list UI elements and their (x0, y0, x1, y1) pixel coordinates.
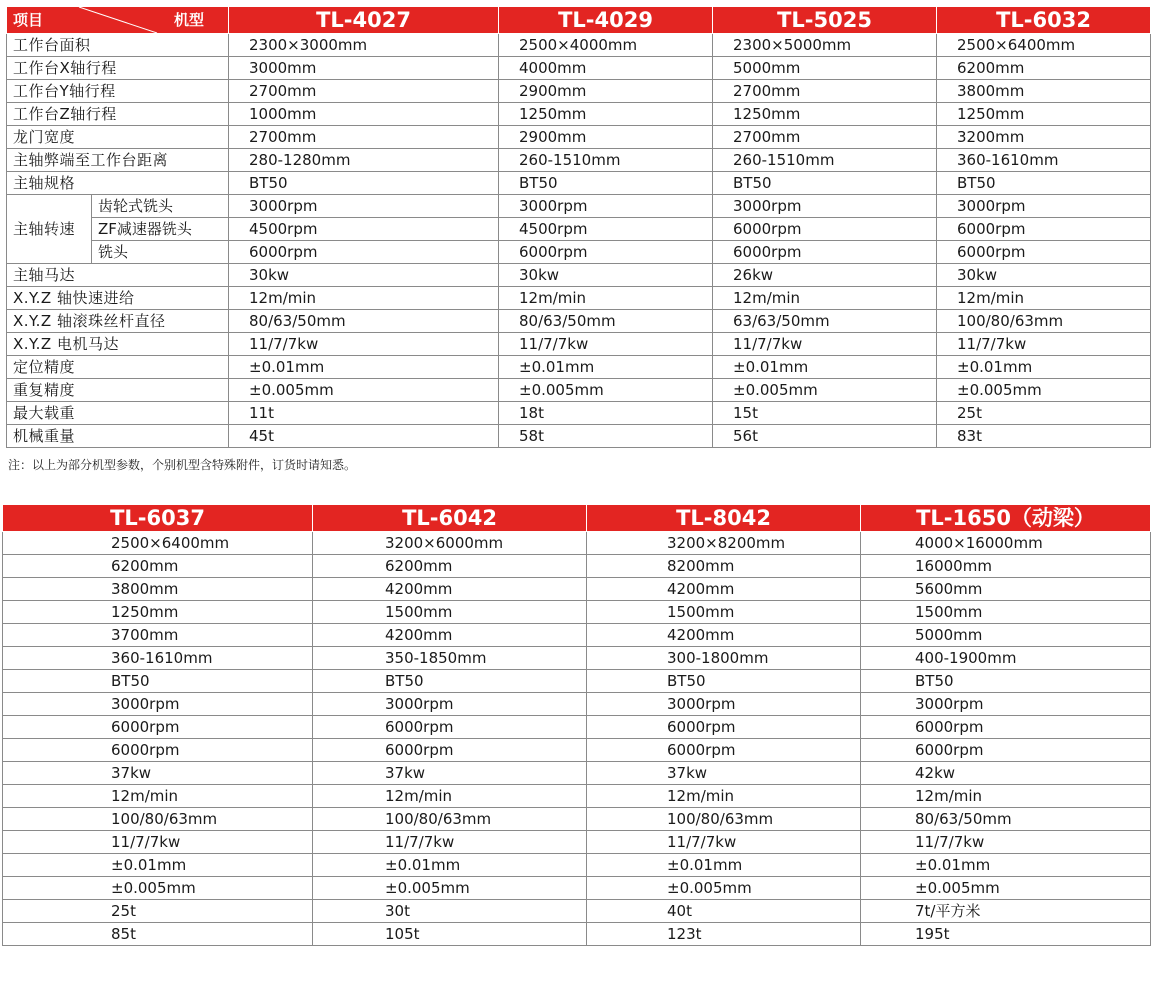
spec-value: 4000×16000mm (861, 532, 1151, 555)
spec-value: 37kw (3, 762, 313, 785)
spec-value: 3000rpm (229, 195, 499, 218)
row-label: 主轴规格 (7, 172, 229, 195)
spec-value: 400-1900mm (861, 647, 1151, 670)
spec-row (3, 601, 1151, 624)
spec-value: 2700mm (713, 80, 937, 103)
model-header: TL-4027 (229, 7, 499, 34)
spec-value: 3000mm (229, 57, 499, 80)
spec-value: 30kw (937, 264, 1151, 287)
row-label: X.Y.Z 电机马达 (7, 333, 229, 356)
spec-value: 1250mm (499, 103, 713, 126)
spec-value: BT50 (587, 670, 861, 693)
spec-value: 105t (313, 923, 587, 946)
spec-value: ±0.005mm (499, 379, 713, 402)
row-label: 重复精度 (7, 379, 229, 402)
spec-row (7, 103, 1151, 126)
spec-table-top (6, 6, 1151, 448)
spec-value: 6000rpm (313, 716, 587, 739)
spec-value: 3000rpm (937, 195, 1151, 218)
spec-row (7, 57, 1151, 80)
spec-value: 42kw (861, 762, 1151, 785)
spec-row (7, 195, 1151, 218)
spec-value: ±0.01mm (3, 854, 313, 877)
spec-value: 100/80/63mm (313, 808, 587, 831)
spec-value: BT50 (937, 172, 1151, 195)
spec-value: 12m/min (313, 785, 587, 808)
spec-value: 4200mm (587, 578, 861, 601)
spec-value: 12m/min (499, 287, 713, 310)
spec-row (7, 287, 1151, 310)
spec-value: 11/7/7kw (861, 831, 1151, 854)
spec-value: 280-1280mm (229, 149, 499, 172)
spec-row (7, 218, 1151, 241)
spec-value: 25t (3, 900, 313, 923)
spec-value: 12m/min (937, 287, 1151, 310)
spec-value: 2700mm (229, 80, 499, 103)
spec-row (3, 716, 1151, 739)
row-label: 工作台X轴行程 (7, 57, 229, 80)
spec-value: ±0.01mm (937, 356, 1151, 379)
spec-row (7, 172, 1151, 195)
corner-model-label: 机型 (173, 11, 204, 29)
spec-value: ±0.01mm (499, 356, 713, 379)
spec-value: 2500×6400mm (937, 34, 1151, 57)
spec-value: 7t/平方米 (861, 900, 1151, 923)
spec-row (3, 647, 1151, 670)
spec-value: 1250mm (3, 601, 313, 624)
spec-value: 6000rpm (861, 716, 1151, 739)
row-label: 工作台面积 (7, 34, 229, 57)
spec-value: 11/7/7kw (499, 333, 713, 356)
spec-value: 6000rpm (587, 739, 861, 762)
spec-value: ±0.01mm (313, 854, 587, 877)
spec-value: 5000mm (861, 624, 1151, 647)
spec-value: 30t (313, 900, 587, 923)
spec-value: 350-1850mm (313, 647, 587, 670)
spec-row (3, 785, 1151, 808)
spec-value: 1500mm (861, 601, 1151, 624)
spec-value: 12m/min (861, 785, 1151, 808)
spec-value: ±0.005mm (229, 379, 499, 402)
spec-value: 6200mm (937, 57, 1151, 80)
spec-row (3, 762, 1151, 785)
spec-value: 6000rpm (3, 716, 313, 739)
spec-value: 3700mm (3, 624, 313, 647)
row-sublabel: 齿轮式铣头 (92, 195, 229, 218)
spec-value: ±0.01mm (229, 356, 499, 379)
corner-item-label: 项目 (13, 11, 44, 29)
spec-row (7, 149, 1151, 172)
row-sublabel: 铣头 (92, 241, 229, 264)
spec-value: 3800mm (3, 578, 313, 601)
spec-value: 1000mm (229, 103, 499, 126)
spec-row (3, 578, 1151, 601)
spec-value: BT50 (313, 670, 587, 693)
spec-value: 45t (229, 425, 499, 448)
row-label: 龙门宽度 (7, 126, 229, 149)
footnote: 注：以上为部分机型参数，个别机型含特殊附件，订货时请知悉。 (8, 458, 357, 472)
model-header: TL-1650（动梁） (861, 505, 1151, 532)
row-label: 主轴马达 (7, 264, 229, 287)
spec-value: 3800mm (937, 80, 1151, 103)
spec-value: 3000rpm (861, 693, 1151, 716)
spec-value: 12m/min (229, 287, 499, 310)
spec-value: 2300×5000mm (713, 34, 937, 57)
spec-value: 2500×6400mm (3, 532, 313, 555)
spec-value: 2300×3000mm (229, 34, 499, 57)
spec-value: 260-1510mm (713, 149, 937, 172)
spec-row (7, 80, 1151, 103)
row-label: X.Y.Z 轴滚珠丝杆直径 (7, 310, 229, 333)
spec-value: ±0.005mm (861, 877, 1151, 900)
spec-value: 4200mm (313, 578, 587, 601)
spec-value: ±0.005mm (587, 877, 861, 900)
model-header: TL-4029 (499, 7, 713, 34)
spec-value: 100/80/63mm (587, 808, 861, 831)
spec-value: 100/80/63mm (3, 808, 313, 831)
spec-value: 6000rpm (313, 739, 587, 762)
spec-value: 3000rpm (3, 693, 313, 716)
row-sublabel: ZF减速器铣头 (92, 218, 229, 241)
model-header: TL-6042 (313, 505, 587, 532)
spec-value: 6000rpm (937, 218, 1151, 241)
spec-value: 37kw (587, 762, 861, 785)
spec-row (7, 264, 1151, 287)
spec-value: 80/63/50mm (861, 808, 1151, 831)
spec-value: 5000mm (713, 57, 937, 80)
spec-value: 6200mm (313, 555, 587, 578)
spec-table-bottom (2, 504, 1151, 946)
spec-value: 83t (937, 425, 1151, 448)
spec-value: 15t (713, 402, 937, 425)
spec-value: 11/7/7kw (937, 333, 1151, 356)
spec-row (7, 333, 1151, 356)
spec-value: 2900mm (499, 126, 713, 149)
header-row (3, 505, 1151, 532)
model-header: TL-6037 (3, 505, 313, 532)
spec-value: BT50 (499, 172, 713, 195)
row-label: 主轴转速 (7, 195, 92, 264)
spec-row (7, 379, 1151, 402)
spec-row (3, 693, 1151, 716)
model-header: TL-5025 (713, 7, 937, 34)
spec-value: 6000rpm (499, 241, 713, 264)
model-header: TL-8042 (587, 505, 861, 532)
spec-value: 1250mm (713, 103, 937, 126)
row-label: 机械重量 (7, 425, 229, 448)
spec-row (3, 624, 1151, 647)
corner-header (7, 7, 229, 34)
spec-value: BT50 (861, 670, 1151, 693)
spec-value: 3000rpm (313, 693, 587, 716)
spec-value: 16000mm (861, 555, 1151, 578)
spec-value: 40t (587, 900, 861, 923)
header-row (7, 7, 1151, 34)
spec-value: BT50 (3, 670, 313, 693)
spec-value: 11/7/7kw (3, 831, 313, 854)
spec-value: ±0.005mm (713, 379, 937, 402)
model-header: TL-6032 (937, 7, 1151, 34)
spec-row (7, 241, 1151, 264)
row-label: 最大载重 (7, 402, 229, 425)
spec-value: ±0.01mm (587, 854, 861, 877)
spec-value: 11/7/7kw (313, 831, 587, 854)
spec-value: 3000rpm (713, 195, 937, 218)
spec-value: 3000rpm (499, 195, 713, 218)
spec-value: 195t (861, 923, 1151, 946)
row-label: 工作台Y轴行程 (7, 80, 229, 103)
spec-row (7, 356, 1151, 379)
spec-row (3, 877, 1151, 900)
spec-value: ±0.01mm (713, 356, 937, 379)
spec-value: 25t (937, 402, 1151, 425)
spec-value: 56t (713, 425, 937, 448)
spec-value: 4200mm (587, 624, 861, 647)
spec-value: 1500mm (587, 601, 861, 624)
spec-row (3, 831, 1151, 854)
spec-value: 58t (499, 425, 713, 448)
spec-value: 12m/min (713, 287, 937, 310)
spec-row (3, 555, 1151, 578)
spec-row (3, 808, 1151, 831)
spec-row (3, 532, 1151, 555)
spec-value: 6200mm (3, 555, 313, 578)
spec-value: 4200mm (313, 624, 587, 647)
spec-value: 2700mm (229, 126, 499, 149)
spec-value: 4000mm (499, 57, 713, 80)
row-label: 定位精度 (7, 356, 229, 379)
spec-row (7, 34, 1151, 57)
spec-value: 3000rpm (587, 693, 861, 716)
spec-value: 2500×4000mm (499, 34, 713, 57)
spec-value: 63/63/50mm (713, 310, 937, 333)
spec-row (7, 425, 1151, 448)
spec-value: 18t (499, 402, 713, 425)
spec-row (3, 854, 1151, 877)
spec-value: BT50 (713, 172, 937, 195)
spec-value: 26kw (713, 264, 937, 287)
spec-value: 2900mm (499, 80, 713, 103)
spec-value: 6000rpm (229, 241, 499, 264)
spec-value: 3200mm (937, 126, 1151, 149)
spec-value: BT50 (229, 172, 499, 195)
spec-value: 11/7/7kw (587, 831, 861, 854)
spec-value: 6000rpm (713, 241, 937, 264)
spec-value: 6000rpm (713, 218, 937, 241)
spec-row (3, 900, 1151, 923)
spec-row (3, 670, 1151, 693)
spec-value: 360-1610mm (3, 647, 313, 670)
spec-value: 260-1510mm (499, 149, 713, 172)
spec-value: ±0.005mm (3, 877, 313, 900)
spec-value: 3200×6000mm (313, 532, 587, 555)
spec-value: ±0.005mm (937, 379, 1151, 402)
spec-value: 12m/min (3, 785, 313, 808)
spec-value: 12m/min (587, 785, 861, 808)
spec-value: 123t (587, 923, 861, 946)
spec-value: 4500rpm (499, 218, 713, 241)
spec-row (7, 126, 1151, 149)
spec-value: 360-1610mm (937, 149, 1151, 172)
row-label: 工作台Z轴行程 (7, 103, 229, 126)
spec-row (3, 739, 1151, 762)
spec-value: 4500rpm (229, 218, 499, 241)
row-label: 主轴弊端至工作台距离 (7, 149, 229, 172)
spec-row (3, 923, 1151, 946)
spec-value: 80/63/50mm (229, 310, 499, 333)
spec-value: ±0.01mm (861, 854, 1151, 877)
spec-value: 300-1800mm (587, 647, 861, 670)
spec-value: 5600mm (861, 578, 1151, 601)
spec-value: 80/63/50mm (499, 310, 713, 333)
spec-value: 11/7/7kw (229, 333, 499, 356)
row-label: X.Y.Z 轴快速进给 (7, 287, 229, 310)
spec-value: 11t (229, 402, 499, 425)
spec-value: 30kw (229, 264, 499, 287)
spec-value: 6000rpm (587, 716, 861, 739)
spec-value: 100/80/63mm (937, 310, 1151, 333)
spec-value: ±0.005mm (313, 877, 587, 900)
spec-value: 2700mm (713, 126, 937, 149)
spec-value: 6000rpm (3, 739, 313, 762)
spec-value: 8200mm (587, 555, 861, 578)
spec-value: 37kw (313, 762, 587, 785)
spec-value: 85t (3, 923, 313, 946)
spec-value: 30kw (499, 264, 713, 287)
spec-row (7, 310, 1151, 333)
spec-value: 1500mm (313, 601, 587, 624)
spec-value: 6000rpm (937, 241, 1151, 264)
spec-value: 6000rpm (861, 739, 1151, 762)
spec-value: 3200×8200mm (587, 532, 861, 555)
spec-value: 11/7/7kw (713, 333, 937, 356)
spec-row (7, 402, 1151, 425)
spec-value: 1250mm (937, 103, 1151, 126)
